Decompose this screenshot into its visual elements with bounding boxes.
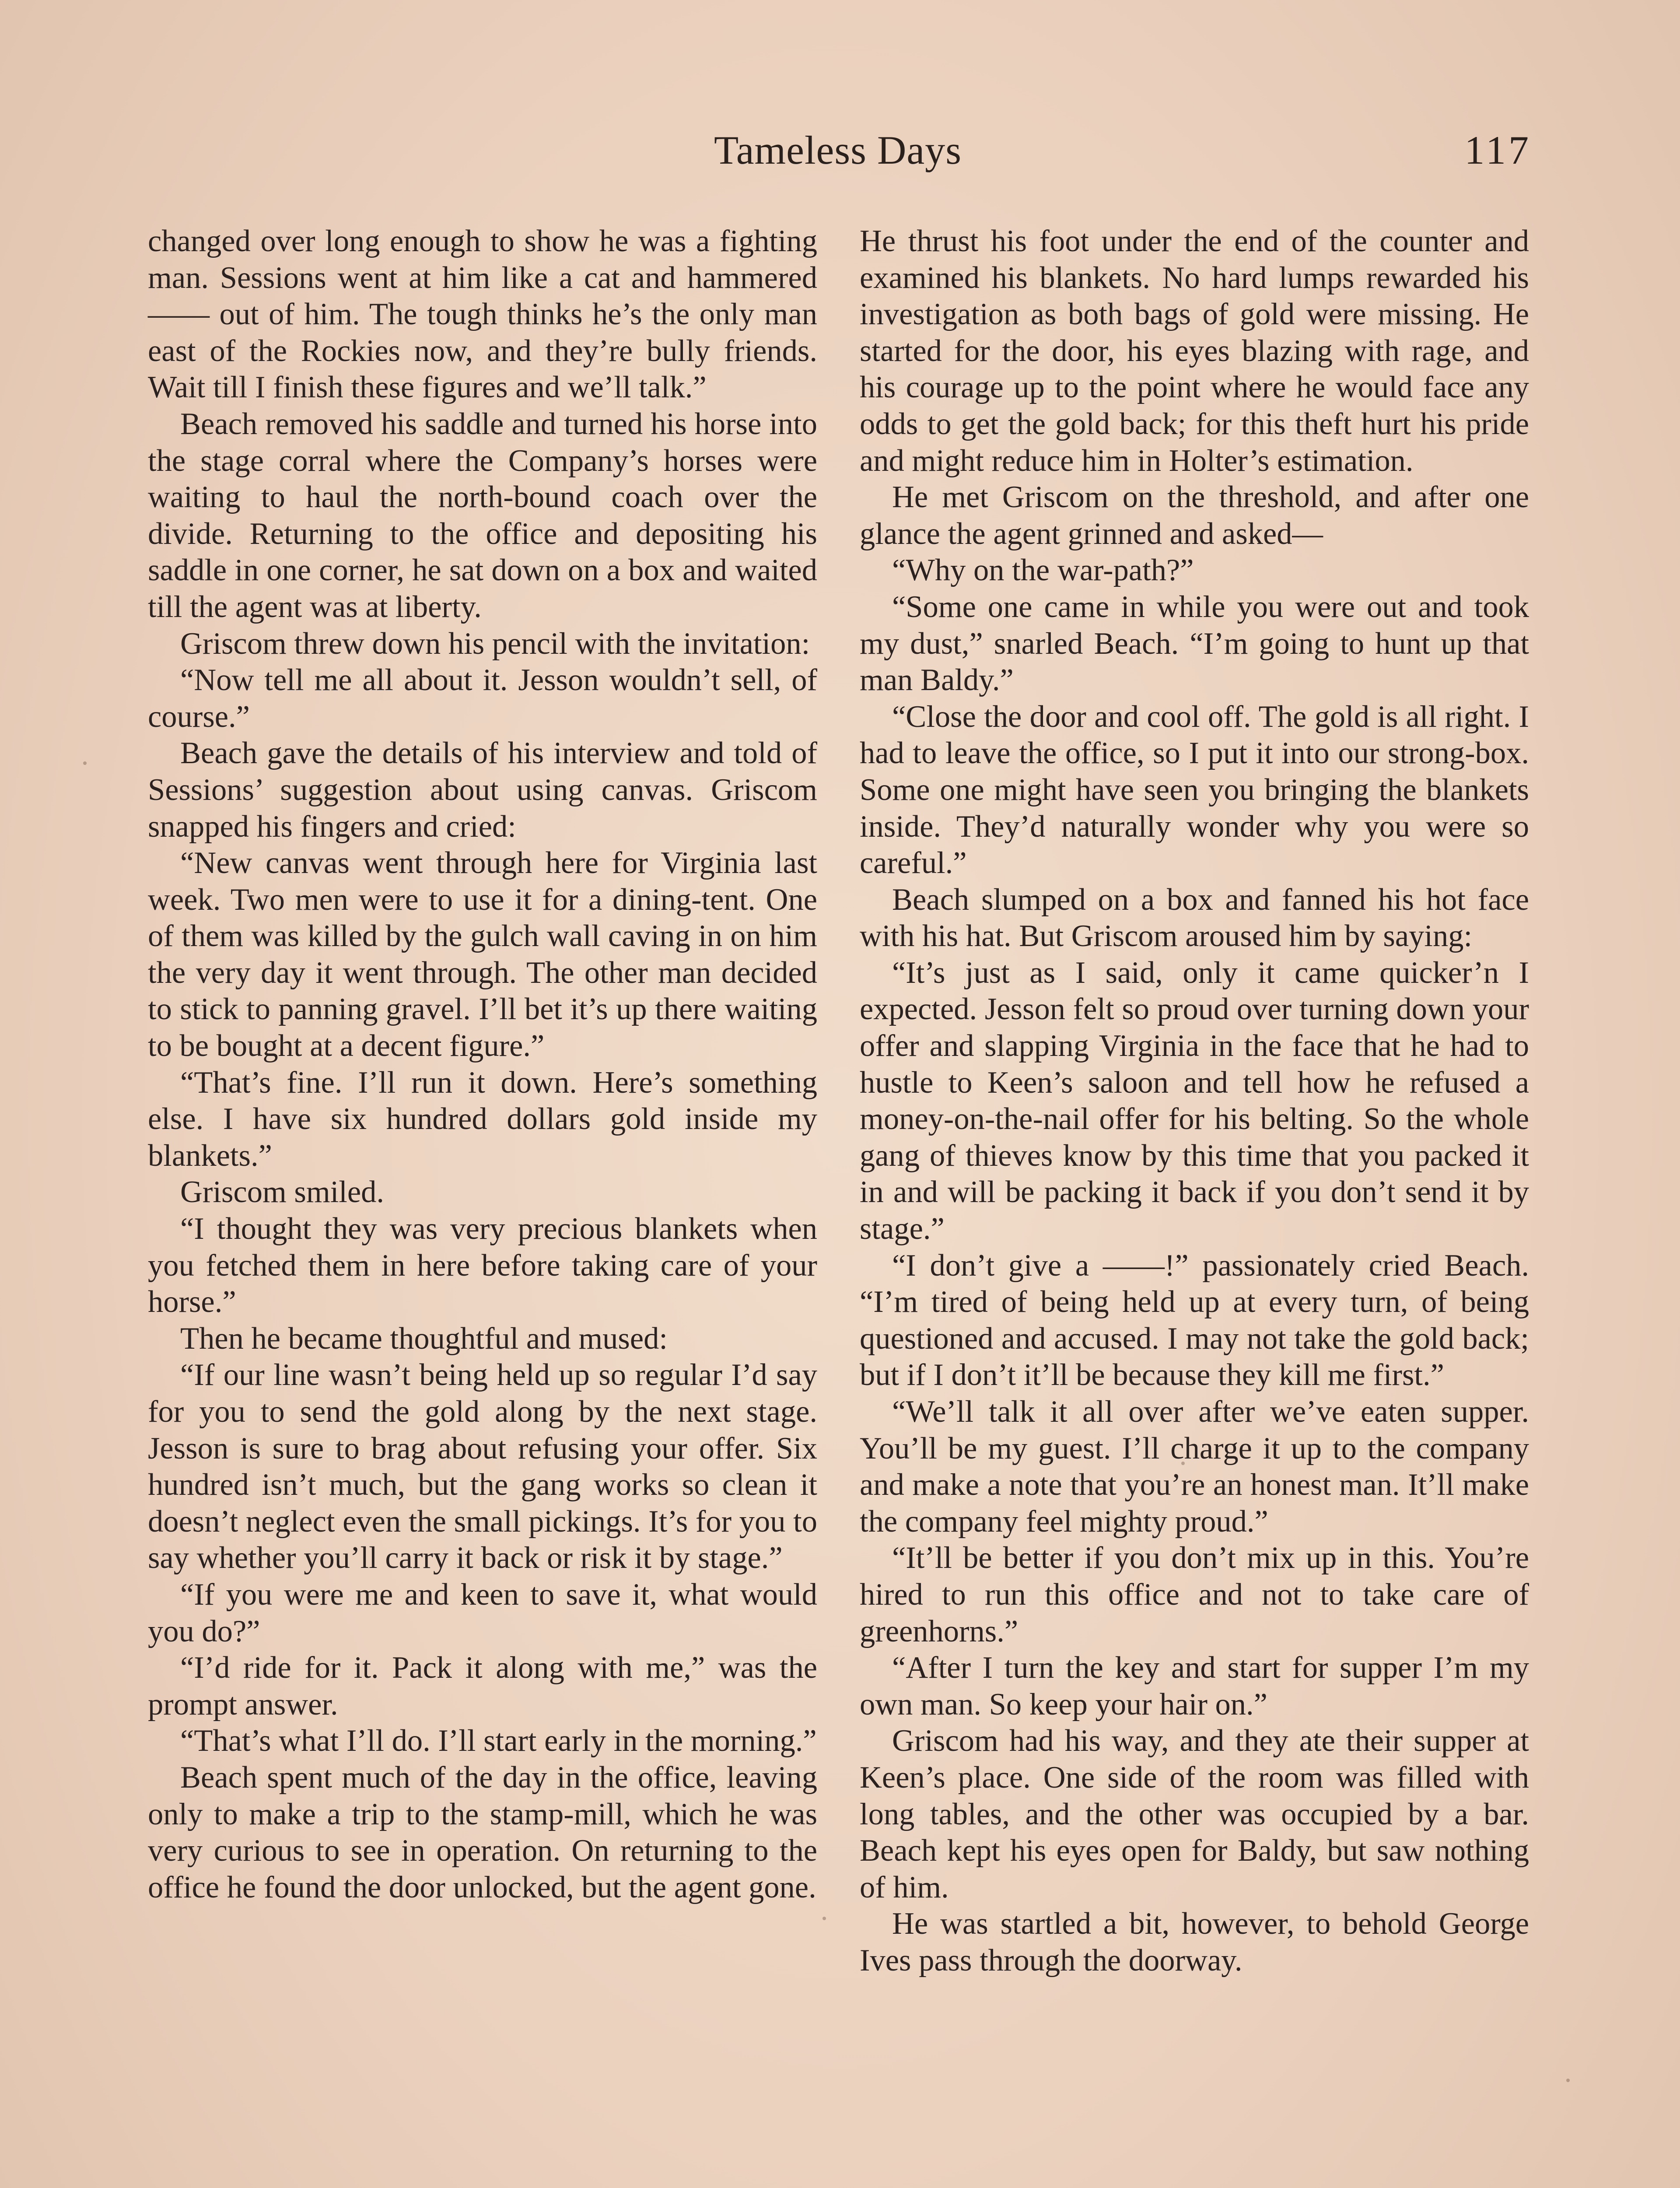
paragraph: He was startled a bit, however, to behold George Ives pass through the doorway. [860, 1907, 1529, 1978]
paragraph: He met Griscom on the threshold, and after one glance the agent grinned and asked— [860, 480, 1529, 551]
paragraph: “Close the door and cool off. The gold is all right. I had to leave the office, so I put it into our strong-box. Some one might have seen you bringing the blankets inside. They’d naturally wonder why you were so careful.” [860, 699, 1529, 880]
paragraph: Beach spent much of the day in the office, leaving only to make a trip to the stamp-mill, which he was very curious to see in operation. On returning to the office he found the door unlocked, but the agent gone. [148, 1760, 817, 1904]
paper-speck [1181, 1462, 1185, 1465]
paragraph: Griscom smiled. [180, 1175, 385, 1210]
running-head [144, 127, 1531, 184]
paragraph: He thrust his foot under the end of the counter and examined his blankets. No hard lumps rewarded his investigation as both bags of gold were missing. He started for the door, his eyes blazing with rage, and his courage up to the point where he would face any odds to get the gold back; for this theft hurt his pride and might reduce him in Holter’s estimation. [860, 224, 1529, 478]
left-text-column [148, 223, 817, 1906]
paragraph: “That’s fine. I’ll run it down. Here’s something else. I have six hundred dollars gold inside my blankets.” [148, 1065, 817, 1173]
running-title: Tameless Days [714, 128, 962, 172]
page-number: 117 [1464, 128, 1531, 172]
paragraph: “If our line wasn’t being held up so regular I’d say for you to send the gold along by the next stage. Jesson is sure to brag about refusing your offer. Six hundred isn’t much, but the gang works so clean it doesn’t neglect even the small pickings. It’s for you to say whether you’ll carry it back or risk it by stage.” [148, 1358, 817, 1575]
paragraph: “I don’t give a ——!” passionately cried Beach. “I’m tired of being held up at every turn, of being questioned and accused. I may not take the gold back; but if I don’t it’ll be because they kill me first.” [860, 1248, 1529, 1392]
right-text-column [860, 223, 1529, 1979]
paragraph: “I thought they was very precious blankets when you fetched them in here before taking care of your horse.” [148, 1212, 817, 1319]
paragraph: Beach slumped on a box and fanned his hot face with his hat. But Griscom aroused him by saying: [860, 882, 1529, 954]
paragraph: “That’s what I’ll do. I’ll start early in the morning.” [180, 1724, 817, 1758]
paragraph: “Now tell me all about it. Jesson wouldn’t sell, of course.” [148, 663, 817, 734]
paragraph: “It’s just as I said, only it came quicker’n I expected. Jesson felt so proud over turning down your offer and slapping Virginia in the face that he had to hustle to Keen’s saloon and tell how he refused a money-on-the-nail offer for his belting. So the whole gang of thieves know by this time that you packed it in and will be packing it back if you don’t send it by stage.” [860, 955, 1529, 1246]
paper-speck [822, 1917, 826, 1920]
paragraph: Then he became thoughtful and mused: [180, 1321, 668, 1356]
paragraph: “After I turn the key and start for supper I’m my own man. So keep your hair on.” [860, 1651, 1529, 1722]
paragraph: “If you were me and keen to save it, what would you do?” [148, 1577, 817, 1648]
paragraph: “Why on the war-path?” [892, 553, 1194, 588]
paragraph: Beach removed his saddle and turned his horse into the stage corral where the Company’s horses were waiting to haul the north-bound coach over the divide. Returning to the office and depositing his saddle in one corner, he sat down on a box and waited till the agent was at liberty. [148, 407, 817, 624]
paper-speck [83, 761, 87, 765]
paragraph: “Some one came in while you were out and took my dust,” snarled Beach. “I’m going to hunt up that man Baldy.” [860, 589, 1529, 698]
paragraph: “We’ll talk it all over after we’ve eaten supper. You’ll be my guest. I’ll charge it up to the company and make a note that you’re an honest man. It’ll make the company feel mighty proud.” [860, 1395, 1529, 1539]
paper-speck [1566, 2079, 1570, 2082]
paragraph: “New canvas went through here for Virginia last week. Two men were to use it for a dining-tent. One of them was killed by the gulch wall caving in on him the very day it went through. The other man decided to stick to panning gravel. I’ll bet it’s up there waiting to be bought at a decent figure.” [148, 846, 817, 1063]
paragraph: “I’d ride for it. Pack it along with me,” was the prompt answer. [148, 1651, 817, 1722]
paragraph: Beach gave the details of his interview and told of Sessions’ suggestion about using canvas. Griscom snapped his fingers and cried: [148, 736, 817, 844]
paragraph: Griscom threw down his pencil with the invitation: [180, 626, 810, 661]
paragraph: “It’ll be better if you don’t mix up in this. You’re hired to run this office and not to take care of greenhorns.” [860, 1541, 1529, 1648]
paragraph: Griscom had his way, and they ate their supper at Keen’s place. One side of the room was filled with long tables, and the other was occupied by a bar. Beach kept his eyes open for Baldy, but saw nothing of him. [860, 1724, 1529, 1904]
paragraph: changed over long enough to show he was a fighting man. Sessions went at him like a cat and hammered —— out of him. The tough thinks he’s the only man east of the Rockies now, and they’re bully friends. Wait till I finish these figures and we’ll talk.” [148, 224, 817, 405]
